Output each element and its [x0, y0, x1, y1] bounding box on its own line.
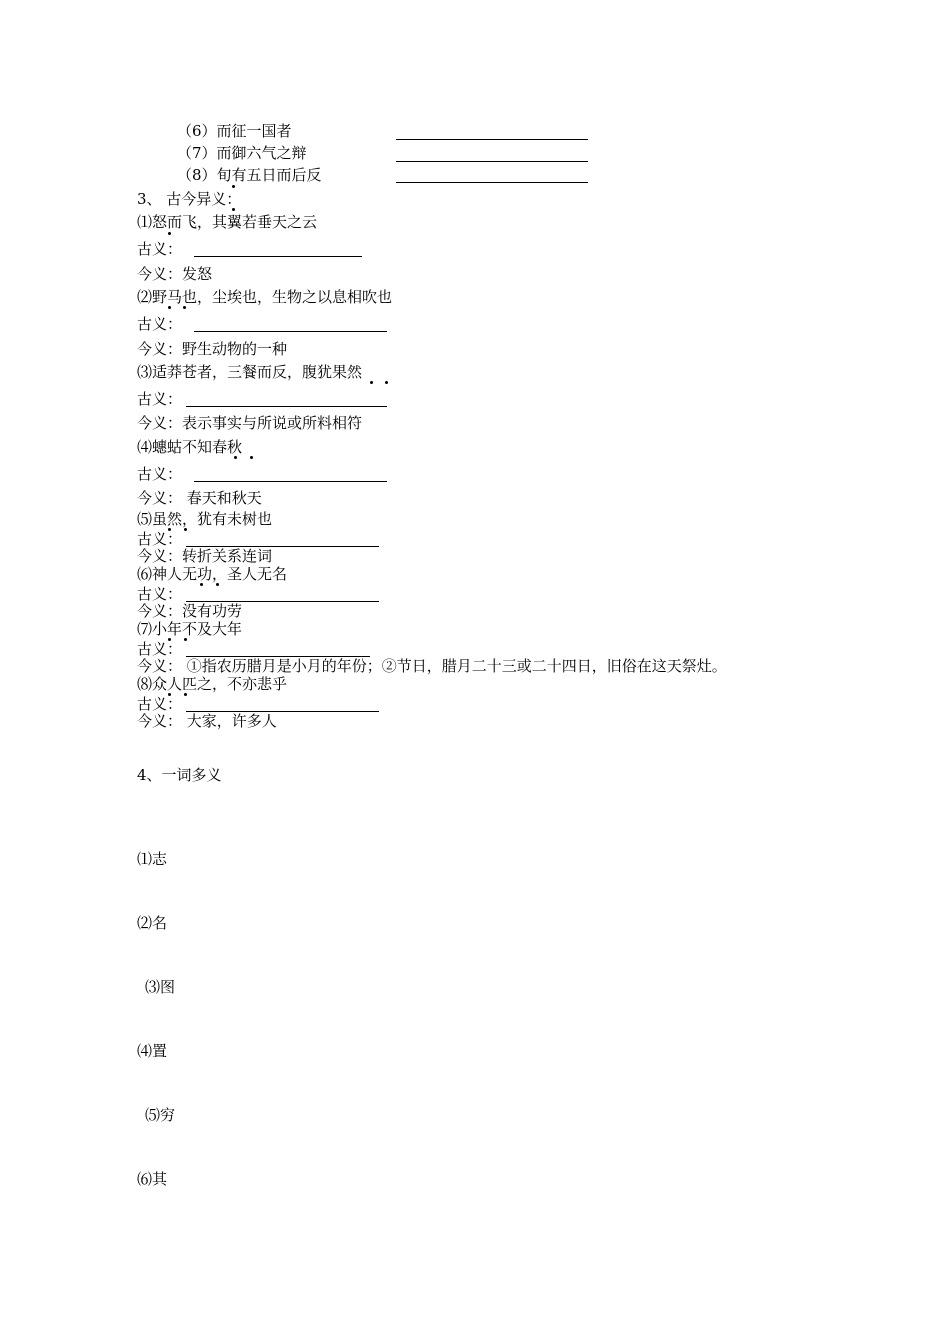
gu-label: 古义：	[137, 390, 183, 408]
s3-jinyi-6: 今义：没有功劳	[137, 602, 243, 620]
emphasis-dot	[216, 583, 219, 586]
s3-sentence-7: ⑺小年不及大年	[137, 620, 243, 638]
s3-jinyi-2: 今义：野生动物的一种	[137, 340, 288, 358]
s3-sentence-1: ⑴怒而飞，其翼若垂天之云	[137, 213, 318, 231]
s2-item-6: （6）而征一国者	[177, 122, 292, 140]
emphasis-dot	[184, 528, 187, 531]
answer-blank[interactable]	[396, 139, 588, 140]
emphasis-dot	[168, 232, 171, 235]
emphasis-dot	[232, 208, 235, 211]
polysemy-item: ⑵名	[137, 914, 168, 932]
polysemy-item: ⑴志	[137, 850, 168, 868]
section-4-heading: 4、一词多义	[137, 766, 222, 784]
emphasis-dot	[184, 638, 187, 641]
s3-jinyi-7: 今义： ①指农历腊月是小月的年份；②节日，腊月二十三或二十四日，旧俗在这天祭灶。	[137, 657, 727, 675]
answer-blank[interactable]	[186, 406, 387, 407]
s3-sentence-3: ⑶适莽苍者，三餐而反，腹犹果然	[137, 363, 363, 381]
s3-jinyi-5: 今义：转折关系连词	[137, 547, 273, 565]
polysemy-item: ⑶图	[145, 978, 176, 996]
gu-label: 古义：	[137, 585, 183, 603]
answer-blank[interactable]	[194, 256, 362, 257]
answer-blank[interactable]	[194, 331, 387, 332]
answer-blank[interactable]	[396, 182, 588, 183]
s3-sentence-4: ⑷蟪蛄不知春秋	[137, 438, 243, 456]
polysemy-item: ⑹其	[137, 1170, 168, 1188]
emphasis-dot	[183, 306, 186, 309]
gu-label: 古义：	[137, 530, 183, 548]
answer-blank[interactable]	[396, 161, 588, 162]
emphasis-dot	[232, 185, 235, 188]
polysemy-item: ⑷置	[137, 1042, 168, 1060]
emphasis-dot	[168, 306, 171, 309]
emphasis-dot	[385, 381, 388, 384]
s3-sentence-5: ⑸虽然，犹有未树也	[137, 510, 273, 528]
gu-label: 古义：	[137, 695, 183, 713]
gu-label: 古义：	[137, 465, 183, 483]
emphasis-dot	[370, 381, 373, 384]
s3-sentence-6: ⑹神人无功，圣人无名	[137, 565, 288, 583]
s2-item-8: （8）旬有五日而后反	[177, 166, 322, 184]
emphasis-dot	[250, 456, 253, 459]
answer-blank[interactable]	[194, 481, 387, 482]
emphasis-dot	[200, 583, 203, 586]
s3-jinyi-4: 今义： 春天和秋天	[137, 489, 262, 507]
polysemy-item: ⑸穷	[145, 1106, 176, 1124]
emphasis-dot	[184, 693, 187, 696]
s3-jinyi-1: 今义：发怒	[137, 265, 213, 283]
gu-label: 古义：	[137, 240, 183, 258]
gu-label: 古义：	[137, 640, 183, 658]
s3-sentence-2: ⑵野马也，尘埃也，生物之以息相吹也	[137, 288, 393, 306]
s2-item-7: （7）而御六气之辩	[177, 144, 307, 162]
s3-jinyi-3: 今义：表示事实与所说或所料相符	[137, 414, 363, 432]
emphasis-dot	[234, 456, 237, 459]
s3-sentence-8: ⑻众人匹之，不亦悲乎	[137, 675, 288, 693]
s3-jinyi-8: 今义： 大家，许多人	[137, 712, 277, 730]
section-3-heading: 3、 古今异义：	[137, 190, 242, 208]
gu-label: 古义：	[137, 315, 183, 333]
